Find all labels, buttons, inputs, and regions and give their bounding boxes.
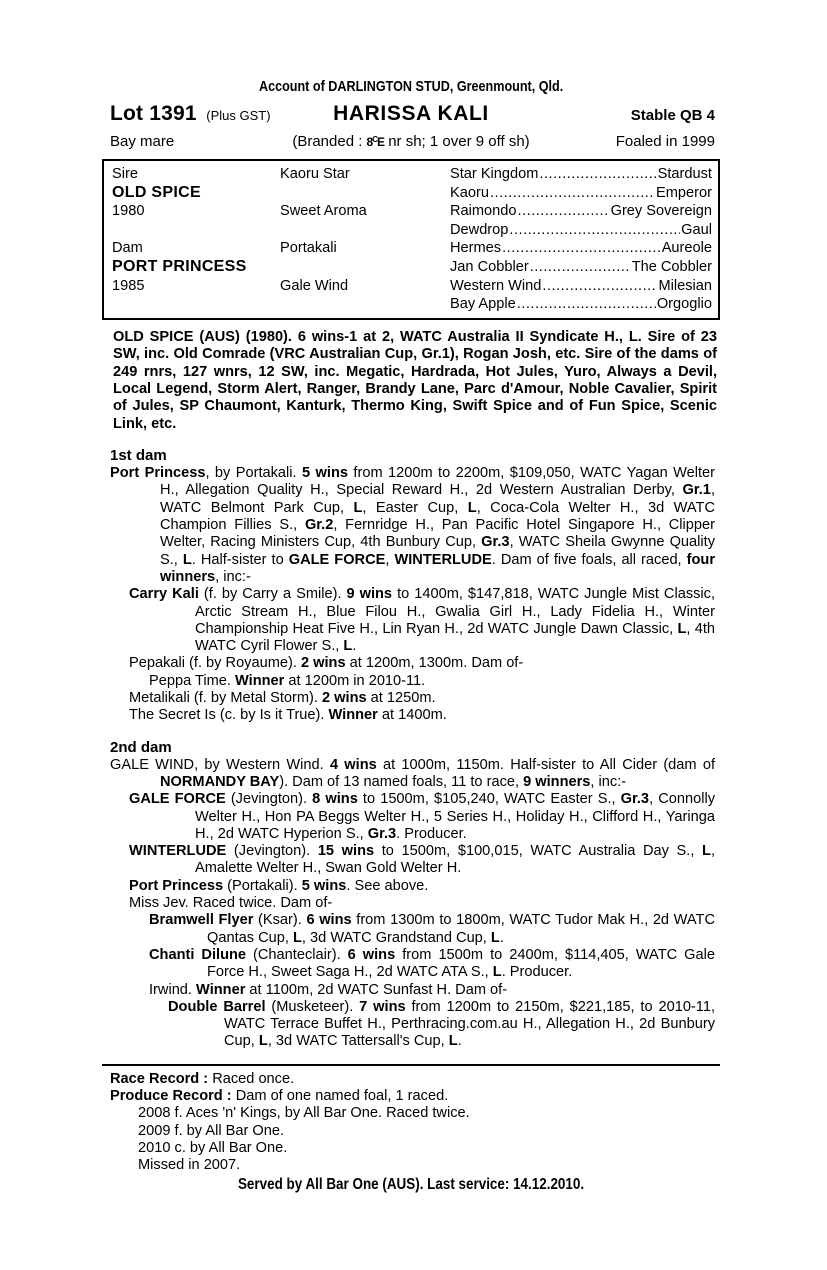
bold-text: L (258, 1033, 268, 1050)
text: (Jevington). (225, 791, 313, 808)
bold-text: Race Record : (110, 1070, 213, 1087)
text: , 3d WATC Grandstand Cup, (301, 929, 491, 946)
pedigree-gen3-cell (450, 277, 712, 296)
text: , inc:- (215, 568, 251, 585)
bold-text: L (343, 638, 353, 655)
pedigree-paragraph (102, 895, 720, 912)
dam-sections (102, 447, 720, 1051)
bold-text: L (448, 1033, 458, 1050)
pedigree-row (112, 202, 712, 221)
dot-leader (542, 277, 657, 296)
dot-leader (509, 221, 680, 240)
text: from 1500m to 2400m, $114,405, WATC Gale Force H., Sweet Saga H., 2d WATC ATA S., (207, 946, 715, 981)
pedigree-paragraph (102, 465, 720, 586)
bold-text: 6 wins (347, 946, 396, 963)
bold-text: L (293, 929, 302, 946)
pedigree-row (112, 295, 712, 314)
pedigree-paragraph (102, 655, 720, 672)
text: ). Dam of 13 named foals, 11 to race, (279, 773, 524, 790)
text: . (499, 929, 504, 946)
pedigree-gen3-cell (450, 202, 712, 221)
pedigree-paragraph (102, 947, 720, 982)
pedigree-row (112, 277, 712, 296)
bold-text: 9 winners (523, 773, 591, 790)
text: . Half-sister to (191, 551, 289, 568)
bold-text: Produce Record : (110, 1087, 236, 1104)
text: at 1200m, 1300m. Dam of- (345, 655, 524, 672)
pedigree-gen1-cell: Sire (112, 166, 138, 182)
sire-summary (102, 329, 720, 433)
pedigree-gen3-cell (450, 258, 712, 277)
lot-number: Lot 1391 (110, 102, 197, 125)
record-paragraph (102, 1140, 720, 1157)
record-paragraph (102, 1071, 720, 1088)
bold-text: Gr.2 (304, 517, 334, 534)
text: . Producer. (396, 825, 467, 842)
bold-text: 4 wins (329, 756, 377, 773)
text: Raced once. (212, 1070, 295, 1087)
text: , inc:- (590, 773, 627, 790)
section-heading: 1st dam (110, 447, 167, 465)
dot-leader (539, 165, 656, 184)
bold-text: Chanti Dilune (149, 946, 247, 963)
bold-text: L (677, 620, 687, 637)
bold-text: Gr.1 (682, 482, 711, 499)
text: Peppa Time. (149, 672, 235, 689)
text: to 1400m, $147,818, WATC Jungle Mist Classic, Arctic Stream H., Blue Filou H., Gwalia Girl H., Lady Fidelia H., Winter Championship Heat Five H., Lin Ryan H., 2d WATC Jungle Dawn Classic, (195, 586, 716, 637)
served-line-text: Served by All Bar One (AUS). Last service: 14.12.2010. (237, 1176, 585, 1194)
text: , Amalette Welter H., Swan Gold Welter H. (195, 843, 715, 877)
text: , Connolly Welter H., Hon PA Beggs Welter H., 5 Series H., Holiday H., Clifford H., Yaringa H., 2d WATC Hyperion S., (195, 791, 716, 842)
text: to 1500m, $100,015, WATC Australia Day S., (374, 843, 703, 860)
ancestor-name-right: Stardust (657, 166, 712, 182)
text: (Chanteclair). (246, 946, 348, 963)
bold-text: L (467, 499, 477, 516)
ancestor-name-right: Orgoglio (656, 296, 712, 313)
pedigree-gen2-cell: Sweet Aroma (280, 203, 367, 220)
text: from 1200m to 2200m, $109,050, WATC Yagan Welter H., Allegation Quality H., Special Reward H., 2d Western Australian Derby, (160, 465, 716, 499)
text: , WATC Sheila Gwynne Quality S., (160, 534, 715, 568)
record-paragraph (102, 1088, 720, 1105)
text: , (385, 551, 395, 568)
pedigree-gen3-cell (450, 184, 712, 203)
bold-text: 6 wins (306, 912, 352, 929)
pedigree-gen3-cell (450, 165, 712, 184)
bold-text: Port Princess (129, 877, 224, 894)
dot-leader (517, 295, 656, 314)
pedigree-paragraph (102, 757, 720, 792)
pedigree-paragraph (102, 912, 720, 947)
bold-text: 5 wins (302, 465, 348, 482)
bold-text: GALE FORCE (288, 551, 386, 568)
text: . See above. (346, 877, 429, 894)
text: (Jevington). (226, 843, 318, 860)
text: Irwind. (149, 981, 197, 998)
ancestor-name-left: Raimondo (450, 203, 517, 220)
record-paragraph (102, 1157, 720, 1174)
bold-text: L (353, 499, 363, 516)
text: Missed in 2007. (138, 1157, 241, 1174)
pedigree-gen1-cell (112, 221, 280, 240)
bold-text: Carry Kali (129, 586, 199, 603)
dam-section-1 (102, 447, 720, 724)
bold-text: Winner (196, 981, 246, 998)
foaled-year: Foaled in 1999 (615, 133, 715, 150)
ancestor-name-left: Star Kingdom (450, 166, 539, 182)
bold-text: Port Princess (110, 465, 206, 482)
text: The Secret Is (c. by Is it True). (129, 707, 329, 724)
bold-text: WINTERLUDE (129, 843, 227, 860)
bold-text: Winner (235, 672, 285, 689)
ancestor-name-left: Western Wind (450, 277, 542, 294)
pedigree-table (102, 159, 720, 320)
sex-description: Bay mare (110, 133, 175, 150)
bold-text: L (702, 843, 711, 860)
dot-leader (518, 202, 610, 221)
text: (f. by Carry a Smile). (198, 586, 347, 603)
catalogue-page (102, 78, 720, 1194)
text: Pepakali (f. by Royaume). (129, 655, 301, 672)
pedigree-gen1-cell: 1985 (112, 277, 145, 294)
ancestor-name-right: Milesian (658, 277, 712, 294)
text: at 1200m in 2010-11. (284, 672, 426, 689)
pedigree-paragraph (102, 586, 720, 655)
bold-text: L (490, 929, 500, 946)
bold-text: 7 wins (359, 998, 406, 1015)
text: GALE WIND, by Western Wind. (110, 756, 330, 773)
bold-text: 8 wins (312, 791, 358, 808)
branded-suffix: nr sh; 1 over 9 off sh) (384, 133, 530, 150)
pedigree-gen2-cell: Kaoru Star (280, 166, 350, 182)
text: , by Portakali. (205, 465, 303, 482)
ancestor-name-left: Jan Cobbler (450, 258, 529, 275)
bold-text: 5 wins (301, 877, 347, 894)
text: at 1100m, 2d WATC Sunfast H. Dam of- (245, 981, 508, 998)
brand-mark-icon: $8^CE$ (366, 135, 385, 149)
pedigree-gen2-cell (280, 295, 450, 314)
text: from 1200m to 2150m, $221,185, to 2010-11, WATC Terrace Buffet H., Perthracing.com.au H., Allegation H., 2d Bunbury Cup, (224, 998, 715, 1050)
text: . (352, 638, 357, 655)
pedigree-gen3-cell (450, 295, 712, 314)
pedigree-paragraph (102, 982, 720, 999)
dot-leader (490, 184, 655, 203)
pedigree-paragraph (102, 707, 720, 724)
pedigree-gen2-cell (280, 184, 450, 203)
pedigree-gen2-cell (280, 258, 450, 277)
ancestor-name-right: The Cobbler (631, 258, 712, 275)
text: Miss Jev. Raced twice. Dam of- (129, 895, 333, 912)
text: 2008 f. Aces 'n' Kings, by All Bar One. Raced twice. (138, 1105, 470, 1122)
pedigree-gen1-cell: OLD SPICE (112, 183, 201, 201)
text: (Musketeer). (265, 998, 360, 1015)
text: to 1500m, $105,240, WATC Easter S., (357, 791, 621, 808)
bold-text: Bramwell Flyer (149, 912, 254, 929)
ancestor-name-right: Grey Sovereign (610, 203, 712, 220)
pedigree-row (112, 239, 712, 258)
dam-section-2 (102, 739, 720, 1051)
text: . (457, 1033, 462, 1050)
pedigree-row (112, 221, 712, 240)
text: , 3d WATC Tattersall's Cup, (267, 1033, 449, 1050)
pedigree-gen1-cell: PORT PRINCESS (112, 257, 247, 275)
pedigree-paragraph (102, 843, 720, 878)
pedigree-paragraph (102, 690, 720, 707)
pedigree-gen3-cell (450, 239, 712, 258)
text: , WATC Belmont Park Cup, (160, 482, 715, 516)
text: , Easter Cup, (362, 499, 468, 516)
ancestor-name-right: Aureole (661, 240, 712, 257)
pedigree-gen2-cell (280, 221, 450, 240)
account-line-text: Account of DARLINGTON STUD, Greenmount, Qld. (258, 78, 564, 95)
ancestor-name-left: Bay Apple (450, 296, 516, 313)
text: at 1400m. (377, 707, 447, 724)
lot-header (102, 100, 720, 126)
text: (Ksar). (253, 912, 307, 929)
bold-text: 2 wins (300, 655, 346, 672)
bold-text: Gr.3 (481, 534, 510, 551)
description-line (102, 133, 720, 151)
text: , Coca-Cola Welter H., 3d WATC Champion Fillies S., (160, 499, 715, 534)
pedigree-paragraph (102, 999, 720, 1051)
pedigree-row (112, 258, 712, 277)
bold-text: 9 wins (346, 586, 393, 603)
dot-leader (530, 258, 631, 277)
text: Metalikali (f. by Metal Storm). (129, 690, 323, 707)
horse-name: HARISSA KALI (333, 102, 489, 125)
ancestor-name-left: Dewdrop (450, 221, 509, 238)
pedigree-gen2-cell: Gale Wind (280, 277, 349, 294)
bold-text: WINTERLUDE (394, 551, 492, 568)
text: . Producer. (501, 964, 573, 981)
race-produce-record (102, 1064, 720, 1195)
pedigree-gen1-cell: Dam (112, 240, 143, 257)
bold-text: Winner (328, 707, 378, 724)
pedigree-row (112, 184, 712, 203)
bold-text: L (182, 551, 192, 568)
text: from 1300m to 1800m, WATC Tudor Mak H., 2d WATC Qantas Cup, (207, 912, 716, 946)
pedigree-gen2-cell: Portakali (280, 240, 337, 257)
bold-text: L (492, 964, 502, 981)
bold-text: 2 wins (322, 690, 367, 707)
bold-text: Gr.3 (620, 791, 650, 808)
account-line (102, 78, 720, 95)
bold-text: GALE FORCE (129, 791, 226, 808)
bold-text: OLD SPICE (AUS) (1980). 6 wins-1 at 2, WATC Australia II Syndicate H., L. Sire of 23 SW, inc. Old Comrade (VRC Australian Cup, Gr.1), Rogan Josh, etc. Sire of the dams of 249 rnrs, 127 wnrs, 12 SW, inc. Megatic, Hardrada, Hot Jules, Yuro, Always a Devil, Local Legend, Storm Alert, Ranger, Brandy Lane, Parc d'Amour, Noble Cavalier, Spirit of Jules, SP Chaumont, Kanturk, Thermo King, Swift Spice and of Fun Spice, Scenic Link, etc. (113, 328, 717, 432)
pedigree-gen1-cell: 1980 (112, 203, 145, 220)
pedigree-paragraph (102, 791, 720, 843)
dot-leader (502, 239, 661, 258)
bold-text: NORMANDY BAY (160, 773, 280, 790)
text: , 4th WATC Cyril Flower S., (195, 620, 715, 655)
text: 2010 c. by All Bar One. (138, 1139, 288, 1156)
pedigree-paragraph (102, 673, 720, 690)
ancestor-name-left: Hermes (450, 240, 502, 257)
bold-text: Double Barrel (168, 998, 266, 1015)
bold-text: four winners (160, 551, 716, 585)
text: (Portakali). (223, 877, 302, 894)
ancestor-name-right: Emperor (656, 184, 712, 201)
record-paragraph (102, 1123, 720, 1140)
text: 2009 f. by All Bar One. (138, 1122, 285, 1139)
branded-prefix: (Branded : (292, 133, 367, 150)
text: at 1000m, 1150m. Half-sister to All Cider (dam of (376, 756, 715, 773)
bold-text: 15 wins (317, 843, 375, 860)
pedigree-gen1-cell (112, 295, 280, 314)
text: . Dam of five foals, all raced, (491, 551, 687, 568)
ancestor-name-left: Kaoru (450, 184, 489, 201)
stable-number: Stable QB 4 (630, 107, 715, 124)
record-paragraph (102, 1105, 720, 1122)
pedigree-gen3-cell (450, 221, 712, 240)
ancestor-name-right: Gaul (681, 221, 712, 238)
section-heading: 2nd dam (110, 738, 172, 756)
gst-note: (Plus GST) (206, 108, 271, 123)
pedigree-paragraph (102, 878, 720, 895)
text: Dam of one named foal, 1 raced. (235, 1087, 449, 1104)
text: at 1250m. (366, 690, 436, 707)
text: , Fernridge H., Pan Pacific Hotel Singapore H., Clipper Welter, Racing Ministers Cup, 4th Bunbury Cup, (160, 517, 715, 551)
bold-text: Gr.3 (367, 825, 397, 842)
pedigree-row (112, 165, 712, 184)
footer-paragraphs (102, 1071, 720, 1175)
served-line (102, 1175, 720, 1194)
